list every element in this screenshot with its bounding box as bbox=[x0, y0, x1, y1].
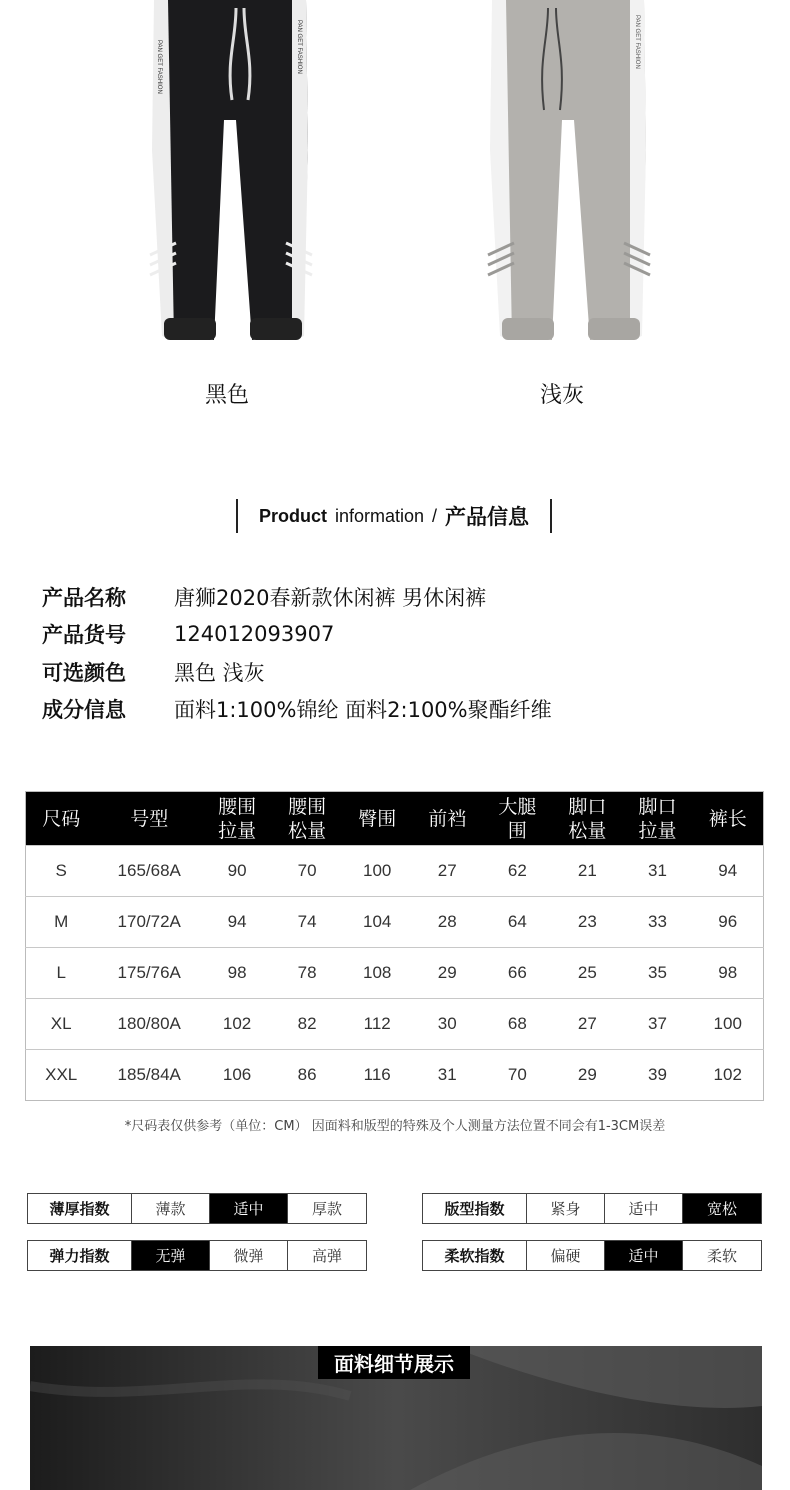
black-color-label: 黑色 bbox=[204, 383, 249, 408]
table-cell: 33 bbox=[622, 897, 692, 948]
table-cell: 98 bbox=[692, 948, 763, 999]
header-line: 臀围 bbox=[358, 807, 397, 830]
header-line: 腰围 bbox=[218, 795, 257, 818]
table-cell: 86 bbox=[272, 1050, 342, 1101]
table-cell: 165/68A bbox=[96, 846, 202, 897]
index-bar bbox=[422, 1240, 762, 1271]
header-line: 松量 bbox=[288, 819, 327, 842]
table-cell: 102 bbox=[692, 1050, 763, 1101]
index-bar bbox=[27, 1240, 367, 1271]
size-table-header-cell bbox=[96, 792, 202, 846]
table-row bbox=[26, 1050, 764, 1101]
header-line: 裤长 bbox=[708, 807, 747, 830]
header-line: 大腿 bbox=[498, 795, 537, 818]
index-label: 薄厚指数 bbox=[28, 1194, 132, 1223]
index-label: 版型指数 bbox=[423, 1194, 527, 1223]
index-option-selected: 无弹 bbox=[132, 1241, 210, 1270]
table-cell: 102 bbox=[202, 999, 272, 1050]
table-row bbox=[26, 999, 764, 1050]
index-bar bbox=[422, 1193, 762, 1224]
table-cell: 116 bbox=[342, 1050, 412, 1101]
product-photos bbox=[0, 0, 790, 420]
table-cell: 35 bbox=[622, 948, 692, 999]
section-header-en-bold: Product bbox=[258, 505, 327, 526]
index-option-selected: 宽松 bbox=[683, 1194, 761, 1223]
index-option: 高弹 bbox=[311, 1247, 342, 1265]
size-table-header-cell bbox=[552, 792, 622, 846]
table-cell: 23 bbox=[552, 897, 622, 948]
info-label: 产品货号 bbox=[42, 623, 126, 648]
table-row bbox=[26, 897, 764, 948]
table-row bbox=[26, 948, 764, 999]
size-table-header-cell bbox=[482, 792, 552, 846]
header-line: 号型 bbox=[130, 807, 169, 830]
header-line: 松量 bbox=[568, 819, 607, 842]
section-header-cn: 产品信息 bbox=[445, 505, 530, 529]
table-cell: 175/76A bbox=[96, 948, 202, 999]
index-option: 微弹 bbox=[210, 1241, 288, 1270]
table-cell: 66 bbox=[482, 948, 552, 999]
info-row bbox=[42, 691, 762, 729]
info-value: 黑色 浅灰 bbox=[174, 660, 265, 685]
table-cell: 185/84A bbox=[96, 1050, 202, 1101]
index-option: 适中 bbox=[605, 1194, 683, 1223]
section-header-slash: / bbox=[432, 505, 438, 526]
product-info bbox=[42, 578, 762, 728]
info-value: 面料1:100%锦纶 面料2:100%聚酯纤维 bbox=[174, 698, 552, 723]
table-cell: 25 bbox=[552, 948, 622, 999]
table-cell: 29 bbox=[552, 1050, 622, 1101]
table-cell: 112 bbox=[342, 999, 412, 1050]
table-cell: 78 bbox=[272, 948, 342, 999]
info-label: 产品名称 bbox=[42, 585, 126, 610]
index-option: 厚款 bbox=[311, 1200, 342, 1218]
index-option: 偏硬 bbox=[527, 1241, 605, 1270]
table-cell: 68 bbox=[482, 999, 552, 1050]
header-line: 拉量 bbox=[218, 819, 257, 842]
table-cell: 82 bbox=[272, 999, 342, 1050]
black-pant-side-print: PAN GET FASHION bbox=[156, 40, 162, 94]
table-cell: 108 bbox=[342, 948, 412, 999]
index-option: 薄款 bbox=[132, 1194, 210, 1223]
table-cell: 27 bbox=[552, 999, 622, 1050]
table-cell: 28 bbox=[412, 897, 482, 948]
info-row bbox=[42, 616, 762, 654]
size-table-header-cell bbox=[342, 792, 412, 846]
header-line: 围 bbox=[507, 819, 527, 842]
index-bar bbox=[27, 1193, 367, 1224]
table-cell: 94 bbox=[692, 846, 763, 897]
header-line: 腰围 bbox=[288, 795, 327, 818]
index-option-selected: 适中 bbox=[605, 1241, 683, 1270]
table-cell: 21 bbox=[552, 846, 622, 897]
section-header bbox=[236, 499, 552, 533]
size-table-header bbox=[26, 792, 764, 846]
size-table-header-cell bbox=[692, 792, 763, 846]
table-cell: 96 bbox=[692, 897, 763, 948]
info-value: 124012093907 bbox=[174, 622, 335, 647]
table-cell: 100 bbox=[692, 999, 763, 1050]
size-table-header-cell bbox=[412, 792, 482, 846]
size-table-header-cell bbox=[202, 792, 272, 846]
table-cell: 37 bbox=[622, 999, 692, 1050]
table-cell: 39 bbox=[622, 1050, 692, 1101]
size-note: *尺码表仅供参考（单位：CM） 因面料和版型的特殊及个人测量方法位置不同会有1-3CM误差 bbox=[124, 1119, 666, 1134]
table-cell: S bbox=[26, 846, 97, 897]
section-header-en: information bbox=[334, 505, 425, 526]
header-line: 脚口 bbox=[638, 795, 677, 818]
table-cell: 104 bbox=[342, 897, 412, 948]
fabric-detail-title: 面料细节展示 bbox=[318, 1346, 470, 1379]
table-cell: 70 bbox=[272, 846, 342, 897]
table-cell: 100 bbox=[342, 846, 412, 897]
index-label: 弹力指数 bbox=[28, 1241, 132, 1270]
header-line: 拉量 bbox=[638, 819, 677, 842]
table-cell: 27 bbox=[412, 846, 482, 897]
grey-pants-image bbox=[478, 0, 658, 350]
table-cell: 31 bbox=[412, 1050, 482, 1101]
black-pants-image bbox=[140, 0, 320, 350]
table-cell: 31 bbox=[622, 846, 692, 897]
size-table-header-cell bbox=[622, 792, 692, 846]
table-cell: L bbox=[26, 948, 97, 999]
size-table bbox=[25, 791, 764, 1101]
table-cell: 180/80A bbox=[96, 999, 202, 1050]
table-cell: 170/72A bbox=[96, 897, 202, 948]
table-cell: M bbox=[26, 897, 97, 948]
table-cell: 70 bbox=[482, 1050, 552, 1101]
table-cell: 94 bbox=[202, 897, 272, 948]
grey-color-label: 浅灰 bbox=[539, 383, 584, 408]
info-label: 成分信息 bbox=[42, 698, 126, 723]
info-row bbox=[42, 653, 762, 691]
table-row bbox=[26, 846, 764, 897]
index-label: 柔软指数 bbox=[423, 1241, 527, 1270]
table-cell: 74 bbox=[272, 897, 342, 948]
info-label: 可选颜色 bbox=[42, 660, 126, 685]
info-row bbox=[42, 578, 762, 616]
info-value: 唐狮2020春新款休闲裤 男休闲裤 bbox=[174, 585, 487, 610]
table-cell: XXL bbox=[26, 1050, 97, 1101]
index-option-selected: 适中 bbox=[210, 1194, 288, 1223]
table-cell: 62 bbox=[482, 846, 552, 897]
header-line: 脚口 bbox=[568, 795, 607, 818]
table-cell: 29 bbox=[412, 948, 482, 999]
size-table-header-cell bbox=[26, 792, 97, 846]
black-pant-side-print-right: PAN GET FASHION bbox=[296, 20, 302, 74]
table-cell: 106 bbox=[202, 1050, 272, 1101]
table-cell: 90 bbox=[202, 846, 272, 897]
table-cell: XL bbox=[26, 999, 97, 1050]
size-table-header-cell bbox=[272, 792, 342, 846]
header-line: 前裆 bbox=[428, 807, 467, 830]
index-option: 柔软 bbox=[706, 1247, 737, 1265]
table-cell: 30 bbox=[412, 999, 482, 1050]
grey-pant-side-print: PAN GET FASHION bbox=[634, 15, 640, 69]
table-cell: 64 bbox=[482, 897, 552, 948]
header-line: 尺码 bbox=[42, 807, 81, 830]
table-cell: 98 bbox=[202, 948, 272, 999]
index-option: 紧身 bbox=[527, 1194, 605, 1223]
size-table-body bbox=[26, 846, 764, 1101]
